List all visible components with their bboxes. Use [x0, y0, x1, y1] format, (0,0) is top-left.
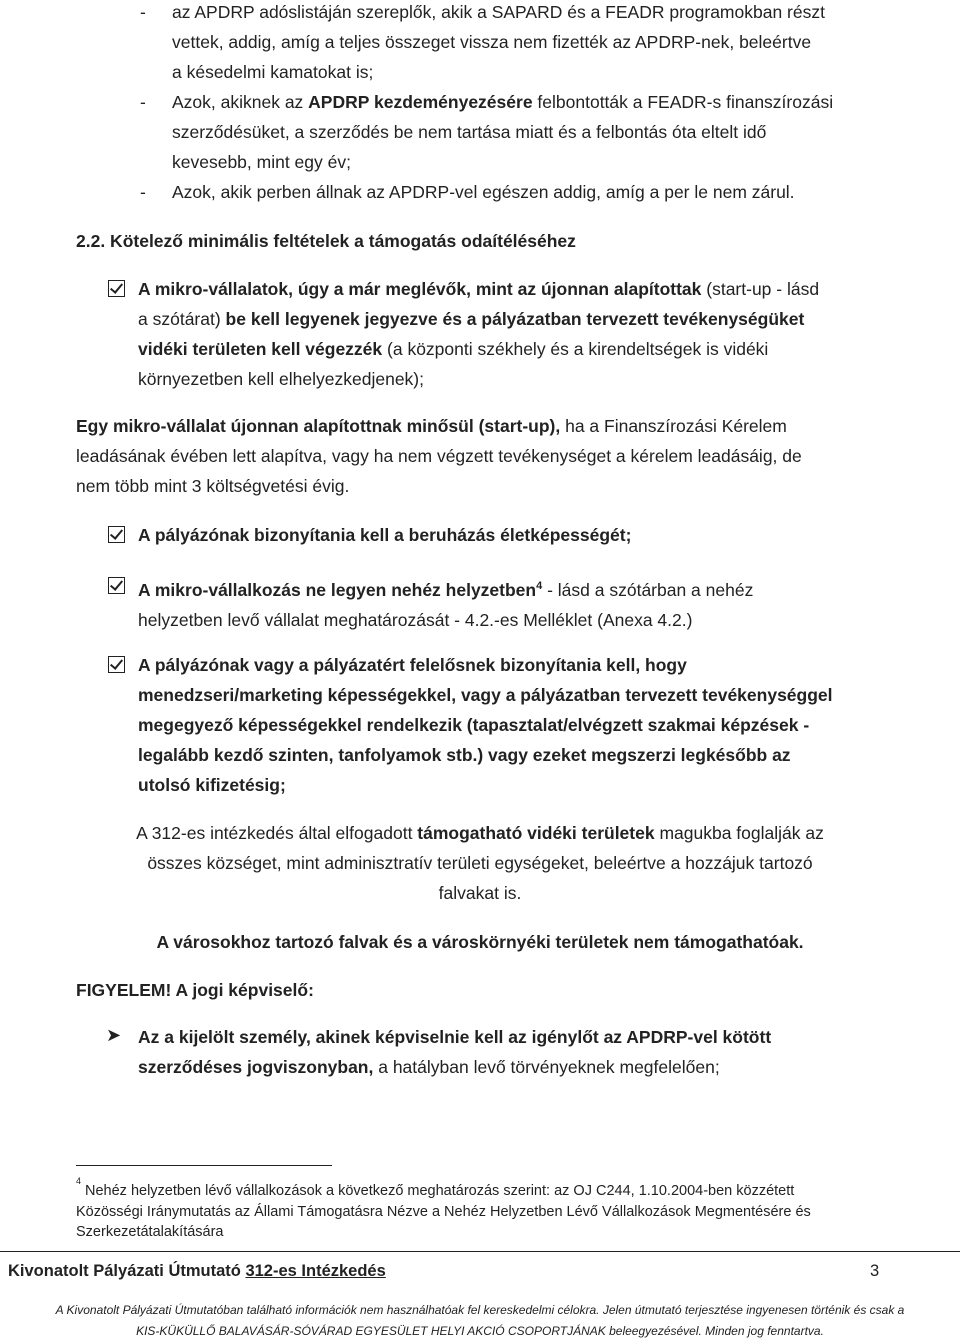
- text-run: Az a kijelölt személy, akinek képviselnie kell az igénylőt az APDRP-vel kötött: [138, 1027, 772, 1047]
- text-run: nem több mint 3 költségvetési évig.: [76, 476, 350, 496]
- text-line: [172, 0, 825, 27]
- text-line: [172, 117, 833, 147]
- text-run: menedzseri/marketing képességekkel, vagy a pályázatban tervezett tevékenységgel: [138, 685, 833, 705]
- text-run: támogatható vidéki területek: [417, 823, 655, 843]
- text-run: kevesebb, mint egy év;: [172, 152, 351, 172]
- checkbox-icon: [108, 656, 125, 673]
- text-run: leadásának évében lett alapítva, vagy ha nem végzett tevékenységet a kérelem leadásáig, de: [76, 446, 802, 466]
- text-line: [138, 1052, 771, 1082]
- text-line: [138, 740, 833, 770]
- text-line: [76, 411, 802, 441]
- section-heading: 2.2. Kötelező minimális feltételek a támogatás odaítéléséhez: [76, 231, 576, 251]
- text-run: Azok, akiknek az: [172, 92, 309, 112]
- footer-title-measure: 312-es Intézkedés: [245, 1262, 386, 1280]
- text-line: [138, 274, 819, 304]
- footer-title-text: Kivonatolt Pályázati Útmutató: [8, 1262, 246, 1280]
- footnote-ref: 4: [536, 580, 543, 592]
- paragraph-312: [0, 818, 960, 908]
- text-run: a késedelmi kamatokat is;: [172, 62, 374, 82]
- text-run: az APDRP adóslistáján szereplők, akik a SAPARD és a FEADR programokban részt: [172, 2, 825, 22]
- checkbox-icon: [108, 577, 125, 594]
- footer-disclaimer-1: A Kivonatolt Pályázati Útmutatóban található információk nem használhatóak fel kereskedelmi célokra. Jelen útmutató terjesztése ingyenesen történik és csak a: [55, 1303, 905, 1317]
- text-run: falvakat is.: [438, 883, 522, 903]
- checkbox-icon: [108, 526, 125, 543]
- text-run: A pályázónak vagy a pályázatért felelősnek bizonyítania kell, hogy: [138, 655, 687, 675]
- checklist-item-2: [138, 520, 631, 550]
- bullet-dash: -: [140, 182, 146, 202]
- bullet-item-2: [172, 87, 833, 177]
- text-run: vidéki területen kell végezzék: [138, 339, 383, 359]
- text-line: [0, 818, 960, 848]
- text-run: a szótárat): [138, 309, 226, 329]
- paragraph-cities: A városokhoz tartozó falvak és a városkörnyéki területek nem támogathatóak.: [156, 932, 804, 952]
- text-line: [172, 147, 833, 177]
- text-line: [138, 1022, 771, 1052]
- text-run: megegyező képességekkel rendelkezik (tapasztalat/elvégzett szakmai képzések -: [138, 715, 810, 735]
- text-run: szerződésüket, a szerződés be nem tartása miatt és a felbontás óta eltelt idő: [172, 122, 767, 142]
- text-run: összes községet, mint adminisztratív területi egységeket, beleértve a hozzájuk tartozó: [147, 853, 813, 873]
- text-line: [138, 680, 833, 710]
- footnote-number: 4: [76, 1176, 82, 1186]
- bullet-dash: -: [140, 2, 146, 22]
- text-line: [138, 571, 753, 605]
- text-line: [172, 27, 825, 57]
- text-line: [138, 520, 631, 550]
- arrow-bullet-icon: ➤: [106, 1025, 122, 1045]
- footnote-line-1: Nehéz helyzetben lévő vállalkozások a következő meghatározás szerint: az OJ C244, 1.10.2004-ben közzétett: [85, 1183, 795, 1199]
- checkbox-icon: [108, 280, 125, 297]
- text-run: szerződéses jogviszonyban,: [138, 1057, 374, 1077]
- text-line: [138, 304, 819, 334]
- warning-heading: [76, 975, 314, 1005]
- text-run: (start-up - lásd: [701, 279, 820, 299]
- text-line: [138, 334, 819, 364]
- text-run: környezetben kell elhelyezkedjenek);: [138, 369, 424, 389]
- text-line: [138, 710, 833, 740]
- text-run: be kell legyenek jegyezve és a pályázatban tervezett tevékenységüket: [225, 309, 805, 329]
- footnote-line-3: Szerkezetátalakítására: [76, 1224, 224, 1240]
- text-run: legalább kezdő szinten, tanfolyamok stb.) vagy ezeket megszerzi legkésőbb az: [138, 745, 791, 765]
- text-run: Egy mikro-vállalat újonnan alapítottnak minősül (start-up),: [76, 416, 561, 436]
- bullet-item-1: [172, 0, 825, 87]
- text-run: magukba foglalják az: [654, 823, 824, 843]
- text-run: A mikro-vállalkozás ne legyen nehéz helyzetben: [138, 579, 537, 600]
- checklist-item-1: [138, 274, 819, 394]
- footer-title: [8, 1262, 386, 1281]
- text-line: [0, 848, 960, 878]
- page-number: 3: [870, 1262, 880, 1280]
- text-run: Azok, akik perben állnak az APDRP-vel egészen addig, amíg a per le nem zárul.: [172, 182, 795, 202]
- text-line: [138, 770, 833, 800]
- text-run: APDRP kezdeményezésére: [308, 92, 533, 112]
- footer-disclaimer-2: KIS-KÜKÜLLŐ BALAVÁSÁR-SÓVÁRAD EGYESÜLET HELYI AKCIÓ CSOPORTJÁNAK beleegyezésével. Minden jog fenntartva.: [136, 1324, 824, 1338]
- text-line: [172, 57, 825, 87]
- text-line: [0, 878, 960, 908]
- bullet-item-3: [172, 177, 795, 207]
- warning-text: FIGYELEM! A jogi képviselő:: [76, 980, 314, 1000]
- text-run: felbontották a FEADR-s finanszírozási: [532, 92, 834, 112]
- text-line: [138, 364, 819, 394]
- text-run: vettek, addig, amíg a teljes összeget vissza nem fizették az APDRP-nek, beleértve: [172, 32, 812, 52]
- paragraph-startup: [76, 411, 802, 501]
- text-run: helyzetben levő vállalat meghatározását - 4.2.-es Melléklet (Anexa 4.2.): [138, 609, 693, 630]
- text-run: utolsó kifizetésig;: [138, 775, 286, 795]
- text-line: [138, 650, 833, 680]
- text-line: [172, 177, 795, 207]
- footnote-separator: [76, 1165, 332, 1166]
- text-line: [138, 605, 753, 635]
- footnote-line-2: Közösségi Iránymutatás az Állami Támogatásra Nézve a Nehéz Helyzetben Lévő Vállalkozások Megmentésére és: [76, 1203, 811, 1220]
- text-line: [76, 441, 802, 471]
- bullet-dash: -: [140, 92, 146, 112]
- text-run: - lásd a szótárban a nehéz: [542, 579, 754, 600]
- text-line: [76, 471, 802, 501]
- text-run: A mikro-vállalatok, úgy a már meglévők, mint az újonnan alapítottak: [138, 279, 702, 299]
- arrow-item: [138, 1022, 771, 1082]
- checklist-item-3: [138, 571, 753, 635]
- text-run: (a központi székhely és a kirendeltségek is vidéki: [382, 339, 769, 359]
- text-run: A pályázónak bizonyítania kell a beruházás életképességét;: [138, 525, 632, 545]
- text-line: [172, 87, 833, 117]
- footer-rule: [0, 1251, 960, 1252]
- checklist-item-4: [138, 650, 833, 800]
- text-run: ha a Finanszírozási Kérelem: [560, 416, 787, 436]
- text-run: a hatályban levő törvényeknek megfelelően;: [373, 1057, 720, 1077]
- text-run: A 312-es intézkedés által elfogadott: [136, 823, 418, 843]
